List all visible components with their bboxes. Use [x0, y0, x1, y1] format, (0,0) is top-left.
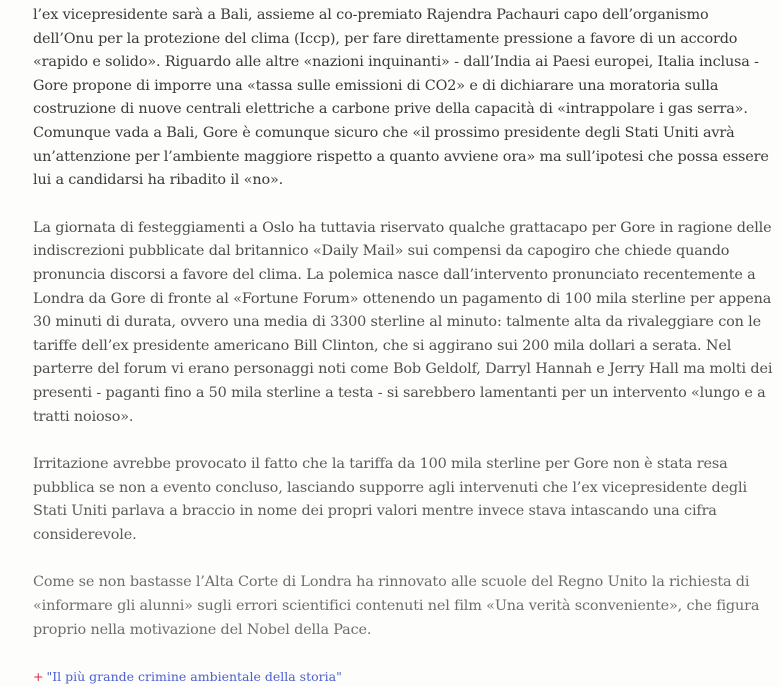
related-article [33, 668, 773, 686]
article-paragraph: l’ex vicepresidente sarà a Bali, assieme al co-premiato Rajendra Pachauri capo dell’organismo dell’Onu per la protezione del clima (Iccp), per fare direttamente pressione a favore di un accordo «rapido e solido». Riguardo alle altre «nazioni inquinanti» - dall’India ai Paesi europei, Italia inclusa - Gore propone di imporre una «tassa sulle emissioni di CO2» e di dichiarare una moratoria sulla costruzione di nuove centrali elettriche a carbone prive della capacità di «intrappolare i gas serra». Comunque vada a Bali, Gore è comunque sicuro che «il prossimo presidente degli Stati Uniti avrà un’attenzione per l’ambiente maggiore rispetto a quanto avviene ora» ma sull’ipotesi che possa essere lui a candidarsi ha ribadito il «no». [33, 7, 769, 189]
article-paragraph: Irritazione avrebbe provocato il fatto che la tariffa da 100 mila sterline per Gore non è stata resa pubblica se non a evento concluso, lasciando supporre agli intervenuti che l’ex vicepresidente degli Stati Uniti parlava a braccio in nome dei propri valori mentre invece stava intascando una cifra considerevole. [33, 456, 747, 543]
plus-icon: + [33, 669, 44, 685]
related-article-link[interactable]: "Il più grande crimine ambientale della storia" [46, 669, 342, 685]
article-paragraph: La giornata di festeggiamenti a Oslo ha tuttavia riservato qualche grattacapo per Gore in ragione delle indiscrezioni pubblicate dal britannico «Daily Mail» sui compensi da capogiro che chiede quando pronuncia discorsi a favore del clima. La polemica nasce dall’intervento pronunciato recentemente a Londra da Gore di fronte al «Fortune Forum» ottenendo un pagamento di 100 mila sterline per appena 30 minuti di durata, ovvero una media di 3300 sterline al minuto: talmente alta da rivaleggiare con le tariffe dell’ex presidente americano Bill Clinton, che si aggirano sui 200 mila dollari a serata. Nel parterre del forum vi erano personaggi noti come Bob Geldolf, Darryl Hannah e Jerry Hall ma molti dei presenti - paganti fino a 50 mila sterline a testa - si sarebbero lamentanti per un intervento «lungo e a tratti noioso». [33, 219, 773, 425]
article-paragraph: Come se non bastasse l’Alta Corte di Londra ha rinnovato alle scuole del Regno Unito la richiesta di «informare gli alunni» sugli errori scientifici contenuti nel film «Una verità sconveniente», che figura proprio nella motivazione del Nobel della Pace. [33, 574, 760, 638]
article-body [33, 4, 773, 686]
